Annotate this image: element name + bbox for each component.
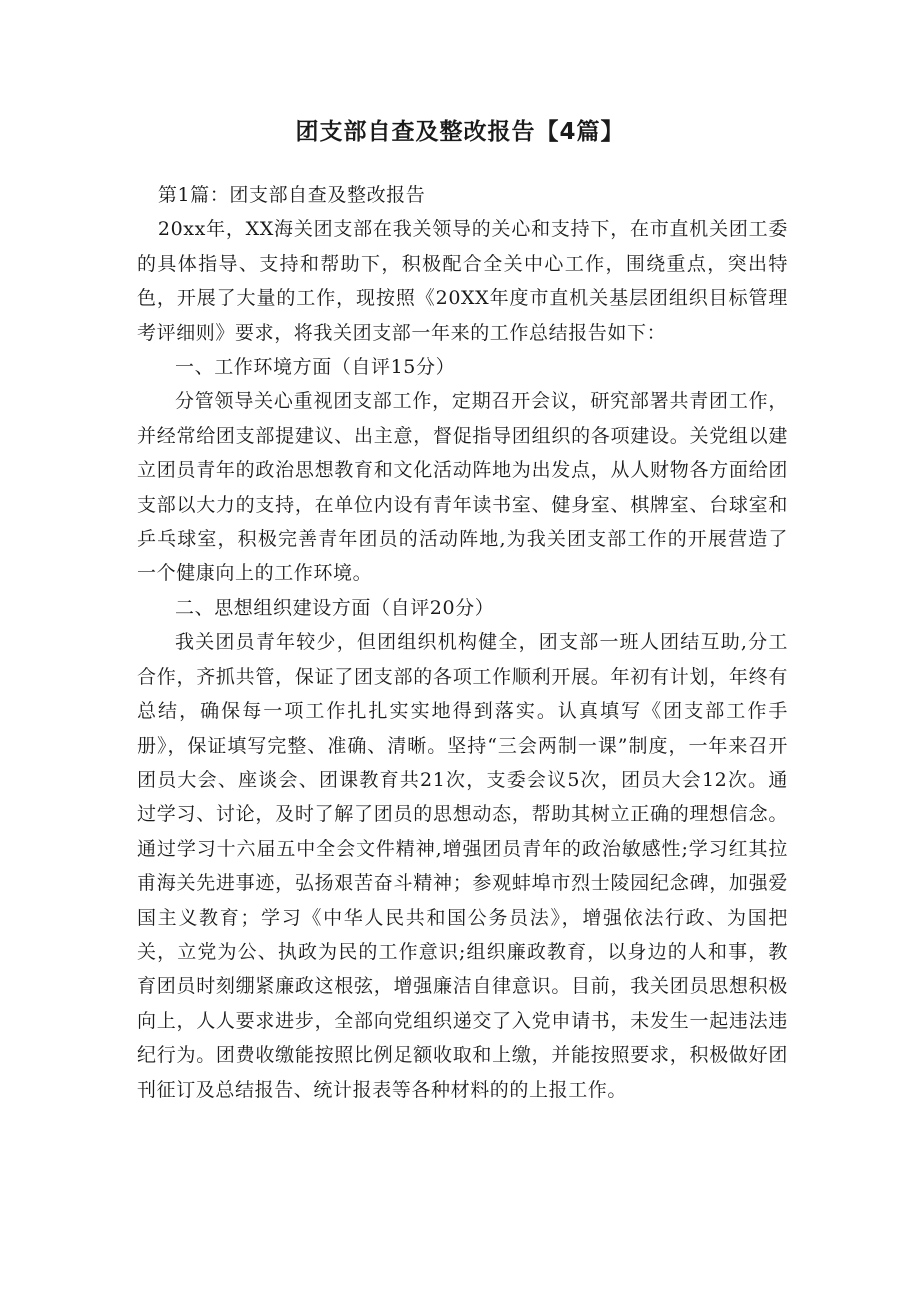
document-body bbox=[137, 178, 788, 1107]
document-title: 团支部自查及整改报告【4篇】 bbox=[295, 119, 625, 145]
article-heading: 第1篇：团支部自查及整改报告 bbox=[157, 184, 426, 206]
section-heading-organization: 二、思想组织建设方面（自评20分） bbox=[175, 596, 495, 619]
organization-paragraph: 我关团员青年较少，但团组织机构健全，团支部一班人团结互助,分工合作，齐抓共管，保证了团支部的各项工作顺利开展。年初有计划，年终有总结，确保每一项工作扎扎实实地得到落实。认真填写《团支部工作手册》，保证填写完整、准确、清晰。坚持“三会两制一课”制度，一年来召开团员大会、座谈会、团课教育共21次，支委会议5次，团员大会12次。通过学习、讨论，及时了解了团员的思想动态，帮助其树立正确的理想信念。通过学习十六届五中全会文件精神,增强团员青年的政治敏感性;学习红其拉甫海关先进事迹，弘扬艰苦奋斗精神；参观蚌埠市烈士陵园纪念碑，加强爱国主义教育；学习《中华人民共和国公务员法》，增强依法行政、为国把关，立党为公、执政为民的工作意识;组织廉政教育，以身边的人和事，教育团员时刻绷紧廉政这根弦，增强廉洁自律意识。目前，我关团员思想积极向上，人人要求进步，全部向党组织递交了入党申请书，未发生一起违法违纪行为。团费收缴能按照比例足额收取和上缴，并能按照要求，积极做好团刊征订及总结报告、统计报表等各种材料的的上报工作。 bbox=[137, 631, 788, 1101]
work-environment-paragraph: 分管领导关心重视团支部工作，定期召开会议，研究部署共青团工作，并经常给团支部提建议、出主意，督促指导团组织的各项建设。关党组以建立团员青年的政治思想教育和文化活动阵地为出发点，从人财物各方面给团支部以大力的支持，在单位内设有青年读书室、健身室、棋牌室、台球室和乒乓球室，积极完善青年团员的活动阵地,为我关团支部工作的开展营造了一个健康向上的工作环境。 bbox=[137, 390, 788, 585]
intro-paragraph: 20xx年，XX海关团支部在我关领导的关心和支持下，在市直机关团工委的具体指导、支持和帮助下，积极配合全关中心工作，围绕重点，突出特色，开展了大量的工作，现按照《20XX年度市直机关基层团组织目标管理考评细则》要求，将我关团支部一年来的工作总结报告如下： bbox=[137, 218, 788, 344]
section-heading-work-environment: 一、工作环境方面（自评15分） bbox=[175, 356, 456, 379]
